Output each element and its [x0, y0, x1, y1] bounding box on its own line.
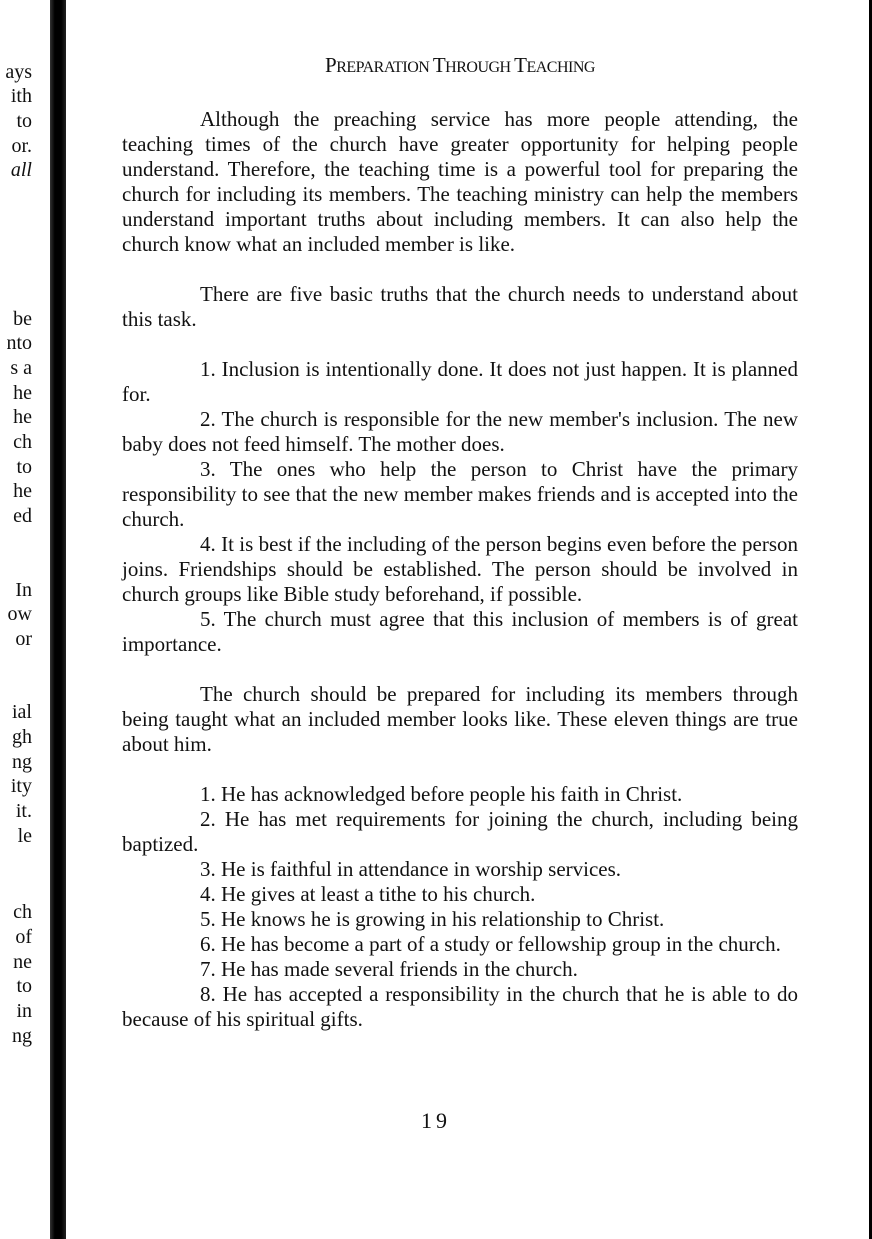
- facing-page-fragment: or: [15, 628, 32, 650]
- facing-page-fragment: to: [16, 456, 32, 478]
- facing-page-fragment: gh: [12, 726, 32, 748]
- facing-page-fragment: ed: [13, 505, 32, 527]
- facing-page-fragment: ne: [13, 951, 32, 973]
- facing-page-fragment: in: [16, 1000, 32, 1022]
- facing-page-fragment: ng: [12, 1025, 32, 1047]
- facing-page-fragment: In: [15, 579, 32, 601]
- truth-item: 1. Inclusion is intentionally done. It does not just happen. It is planned for.: [122, 357, 798, 406]
- trait-item: 4. He gives at least a tithe to his church.: [200, 882, 536, 906]
- trait-item: 7. He has made several friends in the church.: [200, 957, 578, 981]
- facing-page-fragments: [0, 0, 46, 1239]
- facing-page-fragment: of: [15, 926, 32, 948]
- truth-item: 4. It is best if the including of the person begins even before the person joins. Friendships should be established. The person should be involved in church groups like Bible study beforehand, if possible.: [122, 532, 798, 606]
- trait-item: 1. He has acknowledged before people his faith in Christ.: [200, 782, 683, 806]
- page-number: 19: [421, 1108, 451, 1133]
- member-intro-paragraph: The church should be prepared for including its members through being taught what an included member looks like. These eleven things are true about him.: [122, 682, 798, 756]
- facing-page-fragment: ays: [5, 61, 32, 83]
- facing-page-fragment: or.: [11, 135, 32, 157]
- page-title: [122, 52, 798, 81]
- title-initial: P: [325, 53, 337, 77]
- facing-page-fragment: ch: [13, 901, 32, 923]
- facing-page-fragment: to: [16, 110, 32, 132]
- member-traits-list: [122, 782, 798, 1032]
- title-initial: T: [514, 53, 527, 77]
- facing-page-fragment: ow: [7, 603, 32, 625]
- facing-page-fragment: he: [13, 480, 32, 502]
- trait-item: 2. He has met requirements for joining the church, including being baptized.: [122, 807, 798, 856]
- facing-page-fragment: ch: [13, 431, 32, 453]
- facing-page-fragment: he: [13, 406, 32, 428]
- book-binding-shadow: [50, 0, 66, 1239]
- truths-intro-paragraph: There are five basic truths that the church needs to understand about this task.: [122, 282, 798, 331]
- facing-page-fragment: le: [17, 825, 32, 847]
- title-word: EACHING: [526, 59, 595, 76]
- truth-item: 2. The church is responsible for the new member's inclusion. The new baby does not feed himself. The mother does.: [122, 407, 798, 456]
- truth-item: 3. The ones who help the person to Christ have the primary responsibility to see that the new member makes friends and is accepted into the church.: [122, 457, 798, 531]
- title-word: HROUGH: [445, 59, 515, 76]
- facing-page-fragment: he: [13, 382, 32, 404]
- title-word: REPARATION: [336, 59, 433, 76]
- facing-page-fragment: ith: [10, 85, 32, 107]
- facing-page-fragment: nto: [6, 332, 32, 354]
- facing-page-fragment: s a: [10, 357, 32, 379]
- facing-page-fragment: it.: [15, 800, 32, 822]
- facing-page-fragment: ng: [12, 751, 32, 773]
- trait-item: 5. He knows he is growing in his relationship to Christ.: [200, 907, 665, 931]
- truths-list: [122, 357, 798, 657]
- truth-item: 5. The church must agree that this inclusion of members is of great importance.: [122, 607, 798, 656]
- title-initial: T: [432, 53, 446, 77]
- trait-item: 8. He has accepted a responsibility in the church that he is able to do because of his spiritual gifts.: [122, 982, 798, 1031]
- facing-page-fragment: ity: [10, 775, 32, 797]
- intro-paragraph: Although the preaching service has more people attending, the teaching times of the church have greater opportunity for helping people understand. Therefore, the teaching time is a powerful tool for preparing the church for including its members. The teaching ministry can help the members understand important truths about including members. It can also help the church know what an included member is like.: [122, 107, 798, 256]
- facing-page-fragment: to: [16, 975, 32, 997]
- trait-item: 3. He is faithful in attendance in worship services.: [200, 857, 622, 881]
- facing-page-fragment: all: [10, 159, 32, 181]
- page-body: [122, 52, 798, 1032]
- facing-page-fragment: ial: [12, 701, 32, 723]
- facing-page-fragment: be: [13, 308, 32, 330]
- trait-item: 6. He has become a part of a study or fellowship group in the church.: [200, 932, 781, 956]
